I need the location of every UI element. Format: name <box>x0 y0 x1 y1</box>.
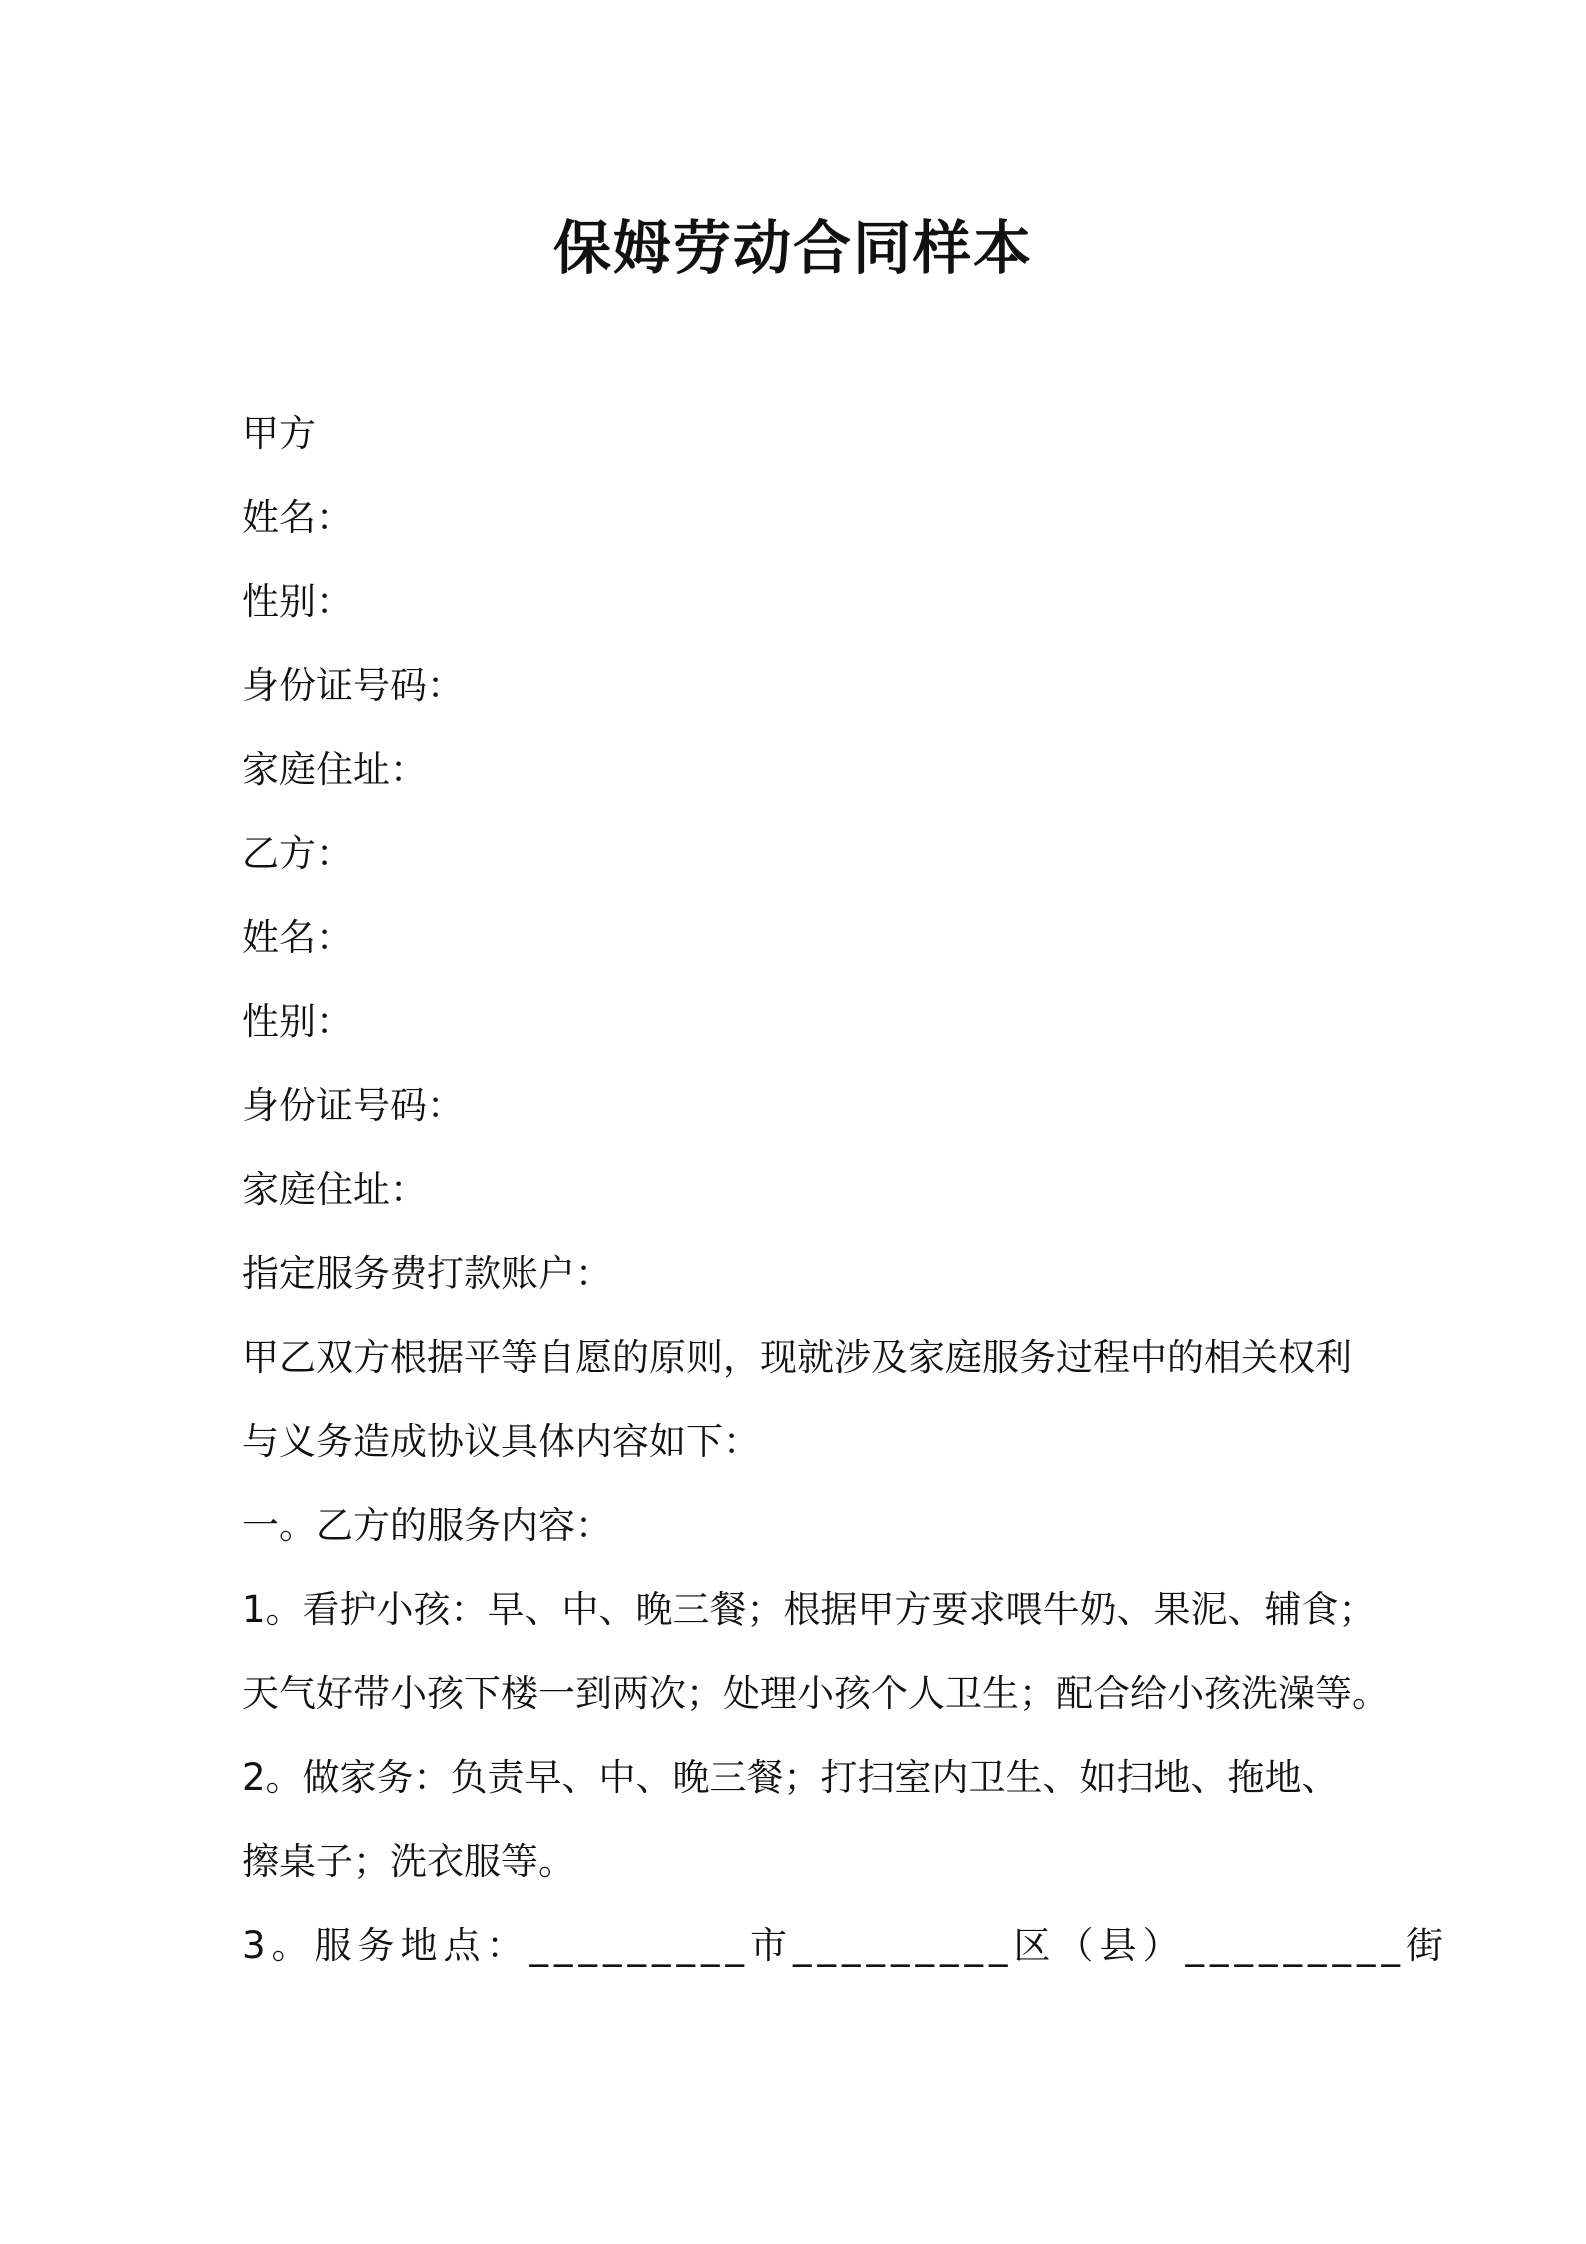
party-a-heading: 甲方 <box>242 412 316 455</box>
payment-account-field: 指定服务费打款账户： <box>242 1252 612 1295</box>
party-a-gender-field: 性别： <box>242 580 353 623</box>
clause-1-line-2: 天气好带小孩下楼一到两次；处理小孩个人卫生；配合给小孩洗澡等。 <box>242 1672 1389 1715</box>
party-b-id-field: 身份证号码： <box>242 1084 464 1127</box>
party-b-gender-field: 性别： <box>242 1000 353 1043</box>
clause-2-line-2: 擦桌子；洗衣服等。 <box>242 1840 575 1883</box>
preamble-line-2: 与义务造成协议具体内容如下： <box>242 1420 760 1463</box>
clause-3-service-location: 3。服务地点：_________市_________区（县）_________街 <box>242 1924 1450 1967</box>
party-a-name-field: 姓名： <box>242 496 353 539</box>
party-b-heading: 乙方： <box>242 832 353 875</box>
party-a-id-field: 身份证号码： <box>242 664 464 707</box>
clause-2-line-1: 2。做家务：负责早、中、晚三餐；打扫室内卫生、如扫地、拖地、 <box>242 1756 1339 1799</box>
preamble-line-1: 甲乙双方根据平等自愿的原则，现就涉及家庭服务过程中的相关权利 <box>242 1336 1352 1379</box>
clause-1-line-1: 1。看护小孩：早、中、晚三餐；根据甲方要求喂牛奶、果泥、辅食； <box>242 1588 1376 1631</box>
party-b-address-field: 家庭住址： <box>242 1168 427 1211</box>
party-b-name-field: 姓名： <box>242 916 353 959</box>
document-title: 保姆劳动合同样本 <box>552 214 1033 282</box>
section-1-heading: 一。乙方的服务内容： <box>242 1504 612 1547</box>
party-a-address-field: 家庭住址： <box>242 748 427 791</box>
